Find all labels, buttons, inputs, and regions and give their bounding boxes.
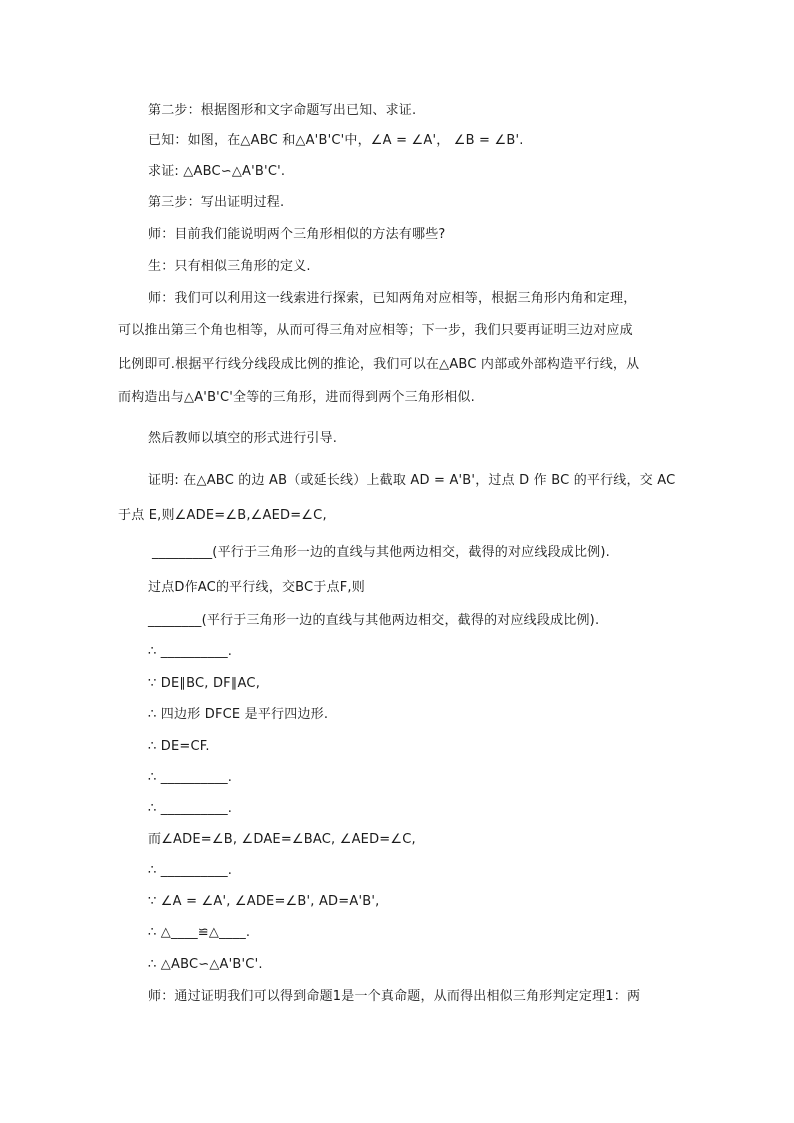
text-line-teacher-explain-1: 师：我们可以利用这一线索进行探索，已知两角对应相等，根据三角形内角和定理， (148, 291, 637, 306)
text-line-theorem-intro: 师：通过证明我们可以得到命题1是一个真命题，从而得出相似三角形判定定理1：两 (148, 989, 641, 1004)
text-line-teacher-explain-4: 而构造出与△A'B'C'全等的三角形，进而得到两个三角形相似. (118, 390, 475, 405)
text-line-step3: 第三步：写出证明过程. (148, 195, 285, 210)
text-line-therefore-blank-2: ∴ __________. (148, 770, 233, 785)
text-line-parallel-df: 过点D作AC的平行线，交BC于点F,则 (148, 580, 365, 595)
text-line-because-parallel: ∵ DE∥BC, DF∥AC, (148, 676, 261, 691)
text-line-congruent-blank: ∴ △____≌△____. (148, 925, 251, 940)
text-line-de-equals-cf: ∴ DE=CF. (148, 739, 210, 754)
text-line-therefore-blank-1: ∴ __________. (148, 644, 233, 659)
text-line-teacher-explain-2: 可以推出第三个角也相等，从而可得三角对应相等；下一步，我们只要再证明三边对应成 (118, 323, 633, 338)
text-line-proof-start: 证明: 在△ABC 的边 AB（或延长线）上截取 AD = A'B'，过点 D 作 BC 的平行线，交 AC (148, 473, 676, 488)
text-line-teacher-question: 师：目前我们能说明两个三角形相似的方法有哪些? (148, 227, 446, 242)
text-line-therefore-blank-4: ∴ __________. (148, 863, 233, 878)
text-line-blank-ratio-2: ________(平行于三角形一边的直线与其他两边相交，截得的对应线段成比例). (148, 613, 600, 628)
text-line-guidance: 然后教师以填空的形式进行引导. (148, 431, 338, 446)
text-line-step2: 第二步：根据图形和文字命题写出已知、求证. (148, 103, 417, 118)
text-line-therefore-blank-3: ∴ __________. (148, 801, 233, 816)
text-line-prove: 求证: △ABC∽△A'B'C'. (148, 164, 286, 179)
text-line-given: 已知：如图，在△ABC 和△A'B'C'中，∠A = ∠A'， ∠B = ∠B'. (148, 133, 524, 148)
text-line-because-congruent: ∵ ∠A = ∠A', ∠ADE=∠B', AD=A'B', (148, 894, 380, 909)
text-line-parallelogram: ∴ 四边形 DFCE 是平行四边形. (148, 707, 329, 722)
text-line-teacher-explain-3: 比例即可.根据平行线分线段成比例的推论，我们可以在△ABC 内部或外部构造平行线，从 (118, 357, 640, 372)
text-line-proof-angles: 于点 E,则∠ADE=∠B,∠AED=∠C, (118, 508, 327, 523)
text-line-angle-relations: 而∠ADE=∠B, ∠DAE=∠BAC, ∠AED=∠C, (148, 832, 416, 847)
text-line-similar-conclusion: ∴ △ABC∽△A'B'C'. (148, 957, 263, 972)
text-line-student-answer: 生：只有相似三角形的定义. (148, 259, 311, 274)
text-line-blank-ratio-1: _________(平行于三角形一边的直线与其他两边相交，截得的对应线段成比例). (152, 545, 610, 560)
